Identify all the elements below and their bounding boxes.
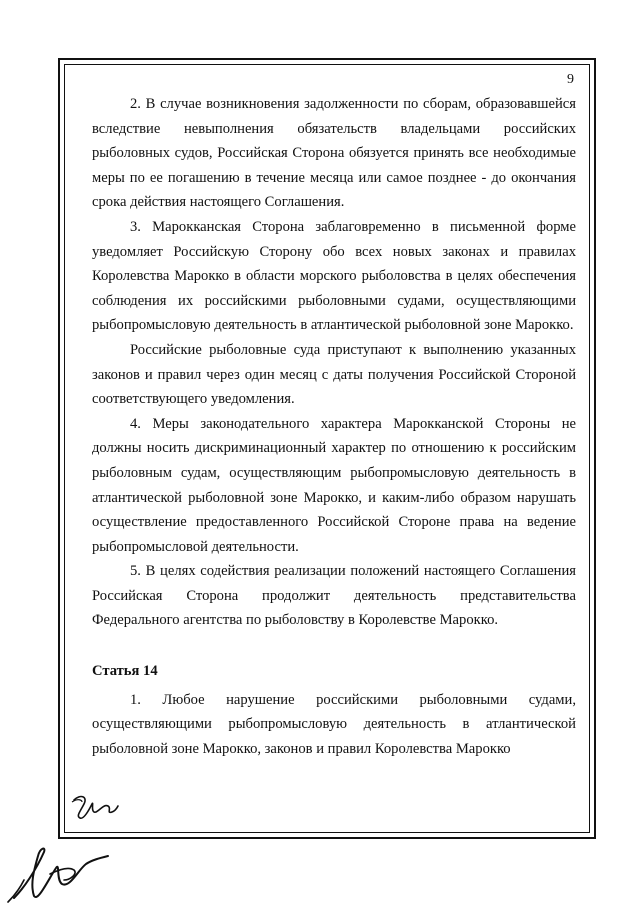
- paragraph-2: 2. В случае возникновения задолженности по сборам, образовавшейся вследствие невыполнения обязательств владельцами российских рыболовных судов, Российская Сторона обязуется принять все необходимые меры по ее погашению в течение месяца или самое позднее - до окончания срока действия настоящего Соглашения.: [92, 96, 576, 211]
- handwritten-signature: [4, 840, 114, 904]
- paragraph-4: 4. Меры законодательного характера Марокканской Стороны не должны носить дискриминационный характер по отношению к российским рыболовным судам, осуществляющим рыбопромысловую деятельность в атлантической рыболовной зоне Марокко, и каким-либо образом нарушать осуществление предоставленного Российской Стороне права на ведение рыбопромысловой деятельности.: [92, 415, 576, 555]
- page-number: 9: [567, 72, 574, 87]
- paragraph-3-continued: Российские рыболовные суда приступают к выполнению указанных законов и правил через один месяц с даты получения Российской Стороной соответствующего уведомления.: [92, 341, 576, 408]
- paragraph-3: 3. Марокканская Сторона заблаговременно в письменной форме уведомляет Российскую Сторону обо всех новых законах и правилах Королевства Марокко в области морского рыболовства в целях обеспечения соблюдения их российскими рыболовными судами, осуществляющими рыбопромысловую деятельность в атлантической рыболовной зоне Марокко.: [92, 218, 576, 334]
- article-14-paragraph-1: 1. Любое нарушение российскими рыболовными судами, осуществляющими рыбопромысловую деятельность в атлантической рыболовной зоне Марокко, законов и правил Королевства Марокко: [92, 691, 576, 757]
- handwritten-initials: [70, 790, 120, 824]
- paragraph-5: 5. В целях содействия реализации положений настоящего Соглашения Российская Сторона продолжит деятельность представительства Федерального агентства по рыболовству в Королевстве Марокко.: [92, 563, 576, 629]
- article-title: Статья 14: [92, 663, 158, 680]
- document-body: [92, 92, 576, 761]
